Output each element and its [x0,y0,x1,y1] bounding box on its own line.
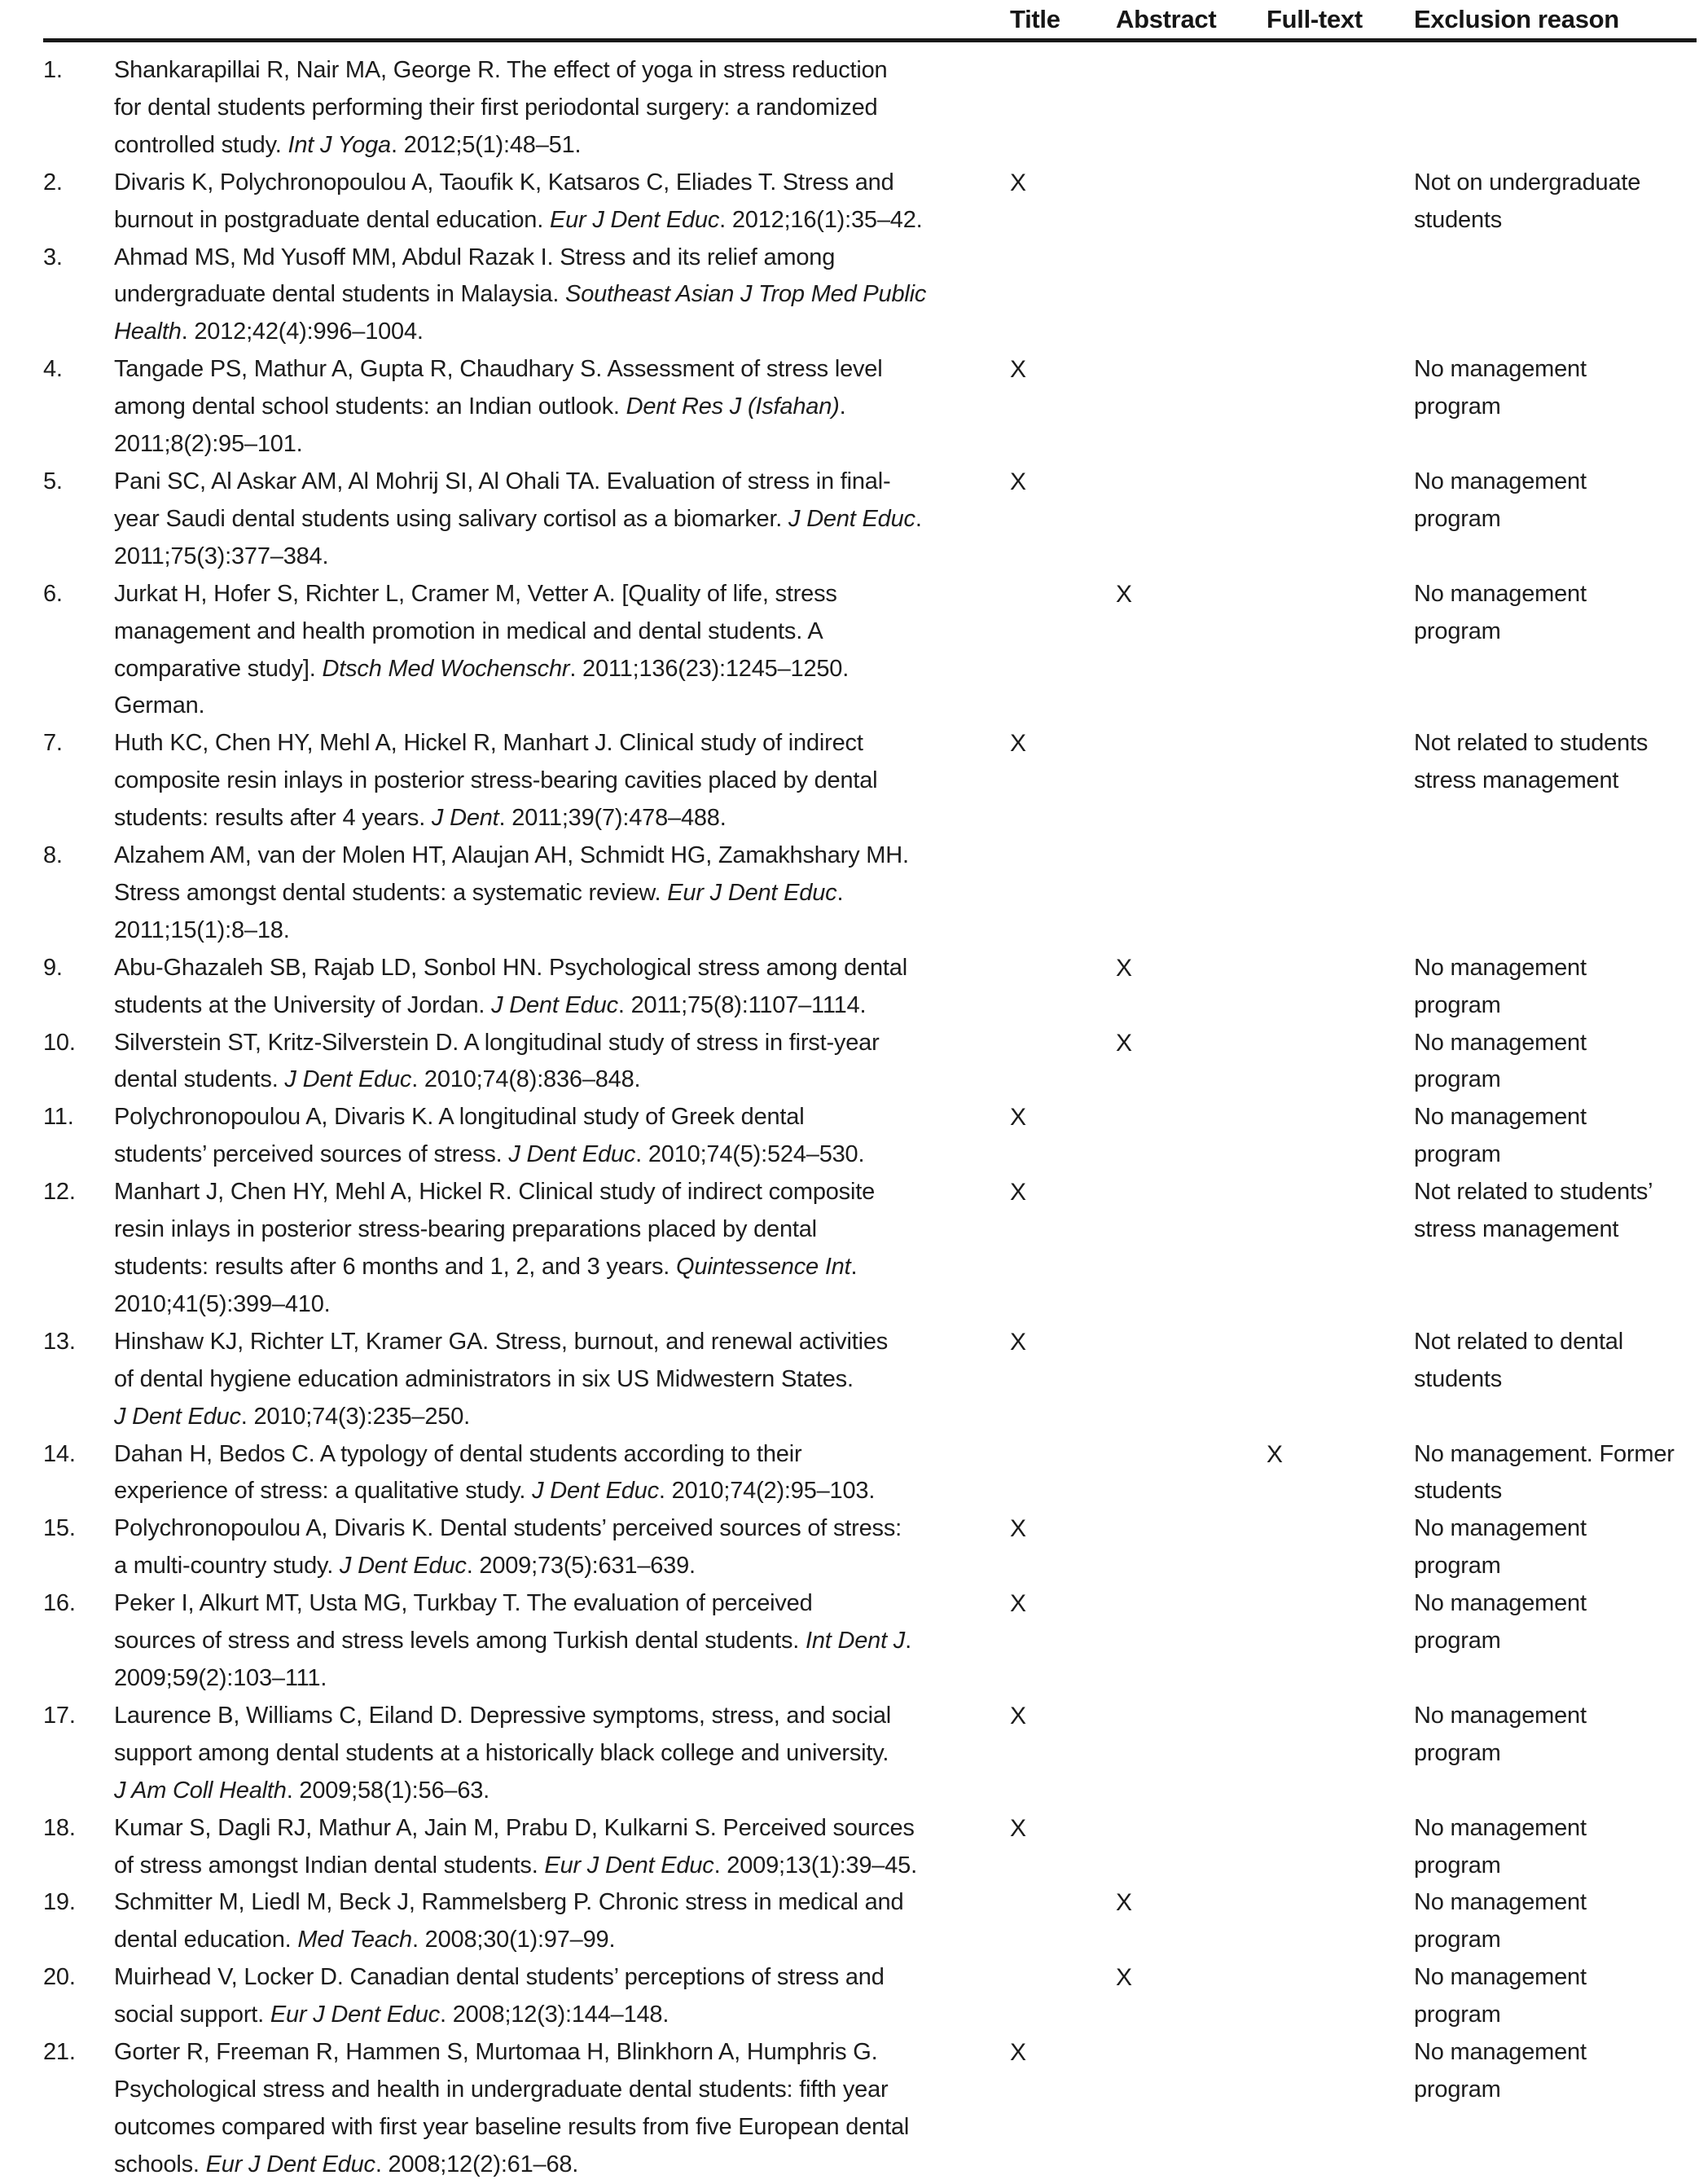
exclusion-reason [1414,1324,1699,1399]
citation [114,950,1010,1025]
header-spacer-citation [114,4,1010,38]
citation-text: . 2011;136(23):1245–1250. [569,655,850,682]
citation-text: . [836,879,844,906]
citation-text: Manhart J, Chen HY, Mehl A, Hickel R. Clinical study of indirect composite [114,1179,876,1206]
row-number: 15. [43,1515,76,1542]
citation-text: . 2009;13(1):39–45. [713,1852,917,1879]
exclusion-reason [1414,725,1699,800]
exclusion-line: students [1414,206,1503,233]
citation-line [114,762,1010,800]
journal-name: J Dent Educ [508,1141,636,1168]
citation-line [114,314,1010,351]
citation-text: a multi-country study. [114,1553,340,1580]
citation-text: Hinshaw KJ, Richter LT, Kramer GA. Stress, burnout, and renewal activities [114,1328,889,1355]
citation-text: comparative study]. [114,655,323,682]
title-mark: X [1010,356,1026,384]
citation-line [114,1959,1010,1997]
journal-name: Eur J Dent Educ [549,206,720,233]
citation-line [114,1510,1010,1548]
header-spacer-number [43,4,114,38]
journal-name: J Dent [431,805,499,832]
citation-text: dental education. [114,1927,298,1953]
citation-line [114,1211,1010,1249]
citation-text: management and health promotion in medical and dental students. A [114,617,823,644]
exclusion-line: program [1414,991,1501,1018]
col-header-title: Title [1010,5,1060,33]
exclusion-line: No management [1414,1590,1587,1617]
table-row [43,1959,1699,2034]
citation-line [114,1286,1010,1324]
title-mark: X [1010,1328,1026,1356]
citation-text: 2011;75(3):377–384. [114,543,329,569]
row-number: 18. [43,1814,76,1841]
journal-name: Med Teach [297,1927,412,1953]
citation-text: year Saudi dental students using salivary cortisol as a biomarker. [114,505,789,532]
row-number: 20. [43,1964,76,1991]
citation-text: 2010;41(5):399–410. [114,1290,331,1317]
abstract-mark: X [1116,580,1132,608]
journal-name: Dtsch Med Wochenschr [322,655,570,682]
title-mark: X [1010,1515,1026,1543]
citation-text: German. [114,692,205,719]
citation-text: of stress amongst Indian dental students. [114,1852,545,1879]
citation-text: . 2011;39(7):478–488. [498,805,727,832]
citation-text: 2011;15(1):8–18. [114,916,290,943]
row-number: 1. [43,57,63,83]
citation [114,1025,1010,1100]
exclusion-line: program [1414,1141,1501,1168]
citation-text: for dental students performing their first periodontal surgery: a randomized [114,94,878,121]
citation-line [114,1136,1010,1174]
citation-line [114,1997,1010,2034]
citation-text: outcomes compared with first year baseline results from five European dental [114,2113,910,2140]
citation-line [114,165,1010,202]
exclusion-line: No management [1414,2039,1587,2066]
table-row [43,1884,1699,1959]
col-header-fulltext: Full-text [1267,5,1363,33]
citation-line [114,1436,1010,1474]
citation-text: Gorter R, Freeman R, Hammen S, Murtomaa H, Blinkhorn A, Humphris G. [114,2039,878,2066]
title-mark: X [1010,1104,1026,1132]
abstract-mark: X [1116,1889,1132,1917]
citation-line [114,1473,1010,1510]
citation-text: controlled study. [114,131,288,158]
citation-text: Kumar S, Dagli RJ, Mathur A, Jain M, Prabu D, Kulkarni S. Perceived sources [114,1814,915,1841]
citation-text: dental students. [114,1066,285,1093]
citation-text: Divaris K, Polychronopoulou A, Taoufik K, Katsaros C, Eliades T. Stress and [114,169,894,196]
citation-text: . 2012;5(1):48–51. [390,131,582,158]
citation-line [114,1884,1010,1922]
citation-line [114,1848,1010,1885]
abstract-mark: X [1116,1029,1132,1057]
title-mark: X [1010,1814,1026,1842]
journal-name: J Dent Educ [532,1478,659,1505]
row-number: 7. [43,730,63,757]
citation-line [114,576,1010,613]
exclusion-line: No management. Former [1414,1440,1675,1467]
exclusion-line: No management [1414,468,1587,494]
exclusion-reason [1414,1099,1699,1174]
journal-name: Int J Yoga [288,131,391,158]
exclusion-reason [1414,1510,1699,1585]
citation-line [114,1735,1010,1773]
title-mark: X [1010,1590,1026,1618]
citation-text: experience of stress: a qualitative study. [114,1478,533,1505]
exclusion-reason [1414,1698,1699,1773]
abstract-mark: X [1116,954,1132,982]
citation-line [114,1324,1010,1361]
row-number: 3. [43,244,63,270]
journal-name: J Dent Educ [788,505,915,532]
exclusion-line: program [1414,393,1501,420]
fulltext-mark: X [1267,1440,1283,1468]
exclusion-reason [1414,950,1699,1025]
citation-line [114,651,1010,688]
title-mark: X [1010,169,1026,196]
citation-text: Jurkat H, Hofer S, Richter L, Cramer M, Vetter A. [Quality of life, stress [114,580,837,607]
exclusion-line: program [1414,1553,1501,1580]
citation-line [114,127,1010,165]
citation [114,1698,1010,1810]
exclusion-line: program [1414,1852,1501,1879]
citation [114,165,1010,239]
citation-line [114,2072,1010,2109]
citation-text: of dental hygiene education administrators in six US Midwestern States. [114,1365,854,1392]
exclusion-line: program [1414,1739,1501,1766]
citation-text: . 2011;75(8):1107–1114. [617,991,867,1018]
citation-line [114,688,1010,725]
citation-line [114,501,1010,538]
citation-text: students: results after 4 years. [114,805,432,832]
citation-text: Muirhead V, Locker D. Canadian dental students’ perceptions of stress and [114,1964,885,1991]
journal-name: Eur J Dent Educ [667,879,837,906]
table-row [43,950,1699,1025]
journal-name: Dent Res J (Isfahan) [626,393,840,420]
row-number: 2. [43,169,63,196]
citation [114,239,1010,352]
journal-name: Int Dent J [805,1628,906,1654]
citation-text: support among dental students at a historically black college and university. [114,1739,889,1766]
exclusion-line: program [1414,2076,1501,2103]
exclusion-line: No management [1414,1889,1587,1916]
table-row [43,1025,1699,1100]
exclusion-line: students [1414,1478,1503,1505]
citation-line [114,1061,1010,1099]
citation-text: . 2009;73(5):631–639. [466,1553,696,1580]
row-number: 17. [43,1702,76,1729]
citation-line [114,950,1010,987]
citation-text: . 2009;58(1):56–63. [286,1777,490,1804]
exclusion-line: program [1414,1066,1501,1093]
exclusion-line: Not related to students’ [1414,1179,1653,1206]
citation-text: . [905,1628,911,1654]
table-row [43,837,1699,950]
table-row [43,464,1699,576]
citation-line [114,2109,1010,2147]
exclusion-line: No management [1414,580,1587,607]
citation-line [114,875,1010,912]
title-mark: X [1010,1179,1026,1206]
citation-line [114,613,1010,651]
citation [114,1884,1010,1959]
citation-text: students at the University of Jordan. [114,991,492,1018]
table-row [43,1585,1699,1698]
citation-text: . 2010;74(5):524–530. [635,1141,865,1168]
citation-text: . [915,505,922,532]
journal-name: Eur J Dent Educ [544,1852,714,1879]
citation-text: social support. [114,2002,270,2028]
table-row [43,2034,1699,2184]
citation-text: Laurence B, Williams C, Eiland D. Depressive symptoms, stress, and social [114,1702,892,1729]
citation-text: 2009;59(2):103–111. [114,1664,327,1691]
citation [114,576,1010,726]
table-row [43,52,1699,165]
table-body [0,42,1699,2184]
row-number: 19. [43,1889,76,1916]
citation-text: sources of stress and stress levels among Turkish dental students. [114,1628,806,1654]
citation-text: . 2010;74(8):836–848. [411,1066,641,1093]
citation-text: Schmitter M, Liedl M, Beck J, Rammelsberg P. Chronic stress in medical and [114,1889,904,1916]
citation-line [114,1810,1010,1848]
exclusion-line: program [1414,1927,1501,1953]
col-header-abstract: Abstract [1116,5,1217,33]
citation-text: schools. [114,2151,206,2177]
citation [114,1174,1010,1324]
row-number: 9. [43,954,63,981]
citation-text: . 2008;30(1):97–99. [411,1927,616,1953]
citation [114,2034,1010,2184]
citation-text: Alzahem AM, van der Molen HT, Alaujan AH, Schmidt HG, Zamakhshary MH. [114,842,909,869]
exclusion-reason [1414,1436,1699,1511]
journal-name: Eur J Dent Educ [270,2002,441,2028]
citation-line [114,52,1010,90]
citation-line [114,90,1010,127]
citation-text: Tangade PS, Mathur A, Gupta R, Chaudhary S. Assessment of stress level [114,356,883,383]
citation-text: Shankarapillai R, Nair MA, George R. The effect of yoga in stress reduction [114,57,888,83]
row-number: 10. [43,1029,76,1056]
citation-line [114,725,1010,762]
citation-line [114,464,1010,501]
citation-text: . 2008;12(2):61–68. [375,2151,579,2177]
citation-text: resin inlays in posterior stress-bearing preparations placed by dental [114,1216,817,1243]
citation-line [114,1361,1010,1399]
exclusion-line: program [1414,2002,1501,2028]
exclusion-reason [1414,165,1699,239]
citation-text: Silverstein ST, Kritz-Silverstein D. A longitudinal study of stress in first-year [114,1029,880,1056]
citation-text: Polychronopoulou A, Divaris K. A longitudinal study of Greek dental [114,1104,805,1131]
col-header-exclusion-reason: Exclusion reason [1414,5,1619,33]
citation-text: . 2008;12(3):144–148. [440,2002,670,2028]
citation-text: Ahmad MS, Md Yusoff MM, Abdul Razak I. Stress and its relief among [114,244,836,270]
citation-text: 2011;8(2):95–101. [114,431,303,458]
exclusion-line: No management [1414,1515,1587,1542]
exclusion-line: No management [1414,954,1587,981]
exclusion-reason [1414,1884,1699,1959]
citation-line [114,912,1010,950]
citation [114,837,1010,950]
exclusion-reason [1414,576,1699,651]
citation-line [114,389,1010,426]
exclusion-line: Not related to dental [1414,1328,1623,1355]
citation-text: students’ perceived sources of stress. [114,1141,509,1168]
citation [114,351,1010,464]
row-number: 11. [43,1104,74,1131]
table-row [43,351,1699,464]
row-number: 8. [43,842,63,869]
citation [114,1436,1010,1511]
journal-name: J Am Coll Health [114,1777,287,1804]
citation [114,1510,1010,1585]
row-number: 14. [43,1440,76,1467]
citation-line [114,1025,1010,1062]
citation [114,1959,1010,2034]
row-number: 4. [43,356,63,383]
table-row [43,1324,1699,1436]
title-mark: X [1010,730,1026,758]
citation-line [114,1660,1010,1698]
citation-line [114,2147,1010,2184]
table-row [43,1510,1699,1585]
citation [114,1585,1010,1698]
citation-text: Peker I, Alkurt MT, Usta MG, Turkbay T. The evaluation of perceived [114,1590,813,1617]
journal-name: J Dent Educ [339,1553,467,1580]
citation-text: among dental school students: an Indian outlook. [114,393,626,420]
citation-text: Stress amongst dental students: a systematic review. [114,879,668,906]
citation-text: . 2012;16(1):35–42. [719,206,923,233]
exclusion-reason [1414,351,1699,426]
journal-name: J Dent Educ [114,1403,241,1430]
title-mark: X [1010,468,1026,495]
citation-line [114,837,1010,875]
citation-line [114,426,1010,464]
exclusion-reason [1414,1959,1699,2034]
citation-line [114,1099,1010,1136]
exclusion-reason [1414,2034,1699,2109]
exclusion-line: program [1414,1628,1501,1654]
exclusion-line: No management [1414,1702,1587,1729]
citation-text: burnout in postgraduate dental education. [114,206,550,233]
citation-line [114,1623,1010,1660]
citation-text: . [839,393,846,420]
exclusion-line: No management [1414,1814,1587,1841]
row-number: 5. [43,468,63,494]
citation [114,1810,1010,1885]
citation [114,52,1010,165]
table-row [43,1174,1699,1324]
citation-line [114,1174,1010,1211]
exclusion-reason [1414,1585,1699,1660]
citation-line [114,1249,1010,1286]
journal-name: Eur J Dent Educ [205,2151,375,2177]
exclusion-line: No management [1414,1964,1587,1991]
journal-name: Quintessence Int [676,1254,851,1280]
table-row [43,1698,1699,1810]
citation-text: . 2010;74(2):95–103. [658,1478,876,1505]
exclusion-reason [1414,464,1699,538]
citation-text: . [850,1254,858,1280]
citation-line [114,1585,1010,1623]
exclusion-reason [1414,1174,1699,1249]
row-number: 21. [43,2039,76,2066]
citation-text: Psychological stress and health in undergraduate dental students: fifth year [114,2076,889,2103]
citation [114,1324,1010,1436]
abstract-mark: X [1116,1964,1132,1992]
journal-name: Health [114,319,182,345]
citation-line [114,538,1010,576]
row-number: 12. [43,1179,76,1206]
citation-text: students: results after 6 months and 1, 2, and 3 years. [114,1254,677,1280]
row-number: 13. [43,1328,76,1355]
citation-line [114,987,1010,1025]
citation-line [114,800,1010,837]
citation-text: Abu-Ghazaleh SB, Rajab LD, Sonbol HN. Psychological stress among dental [114,954,907,981]
exclusion-line: program [1414,505,1501,532]
title-mark: X [1010,1702,1026,1729]
citation [114,1099,1010,1174]
citation-text: . 2012;42(4):996–1004. [181,319,424,345]
table-row [43,165,1699,239]
citation-text: composite resin inlays in posterior stress-bearing cavities placed by dental [114,767,878,794]
journal-name: J Dent Educ [284,1066,412,1093]
citation-line [114,1698,1010,1735]
exclusion-line: No management [1414,356,1587,383]
table-row [43,576,1699,726]
citation-line [114,239,1010,277]
exclusion-line: Not related to students [1414,730,1649,757]
table-row [43,239,1699,352]
exclusion-line: No management [1414,1029,1587,1056]
title-mark: X [1010,2039,1026,2067]
citation-text: Dahan H, Bedos C. A typology of dental students according to their [114,1440,802,1467]
citation-text: Huth KC, Chen HY, Mehl A, Hickel R, Manhart J. Clinical study of indirect [114,730,863,757]
exclusion-reason [1414,1025,1699,1100]
exclusion-reason [1414,1810,1699,1885]
exclusion-line: program [1414,617,1501,644]
exclusion-line: Not on undergraduate [1414,169,1641,196]
exclusion-line: students [1414,1365,1503,1392]
citation-text: Polychronopoulou A, Divaris K. Dental students’ perceived sources of stress: [114,1515,902,1542]
citation [114,725,1010,837]
citation-text: Pani SC, Al Askar AM, Al Mohrij SI, Al Ohali TA. Evaluation of stress in final- [114,468,891,494]
citation-line [114,1922,1010,1959]
citation-text: undergraduate dental students in Malaysia. [114,281,566,308]
citation [114,464,1010,576]
table-row [43,1099,1699,1174]
exclusion-line: stress management [1414,1216,1619,1243]
row-number: 6. [43,580,63,607]
table-row [43,1810,1699,1885]
citation-line [114,351,1010,389]
exclusion-line: stress management [1414,767,1619,794]
citation-line [114,1399,1010,1436]
row-number: 16. [43,1590,76,1617]
citation-text: . 2010;74(3):235–250. [240,1403,470,1430]
citation-line [114,2034,1010,2072]
citation-line [114,202,1010,239]
journal-name: Southeast Asian J Trop Med Public [565,281,927,308]
exclusion-line: No management [1414,1104,1587,1131]
citation-line [114,1548,1010,1585]
citation-line [114,276,1010,314]
table-row [43,725,1699,837]
table-row [43,1436,1699,1511]
table-header-row [43,0,1697,42]
citation-line [114,1773,1010,1810]
journal-name: J Dent Educ [491,991,618,1018]
